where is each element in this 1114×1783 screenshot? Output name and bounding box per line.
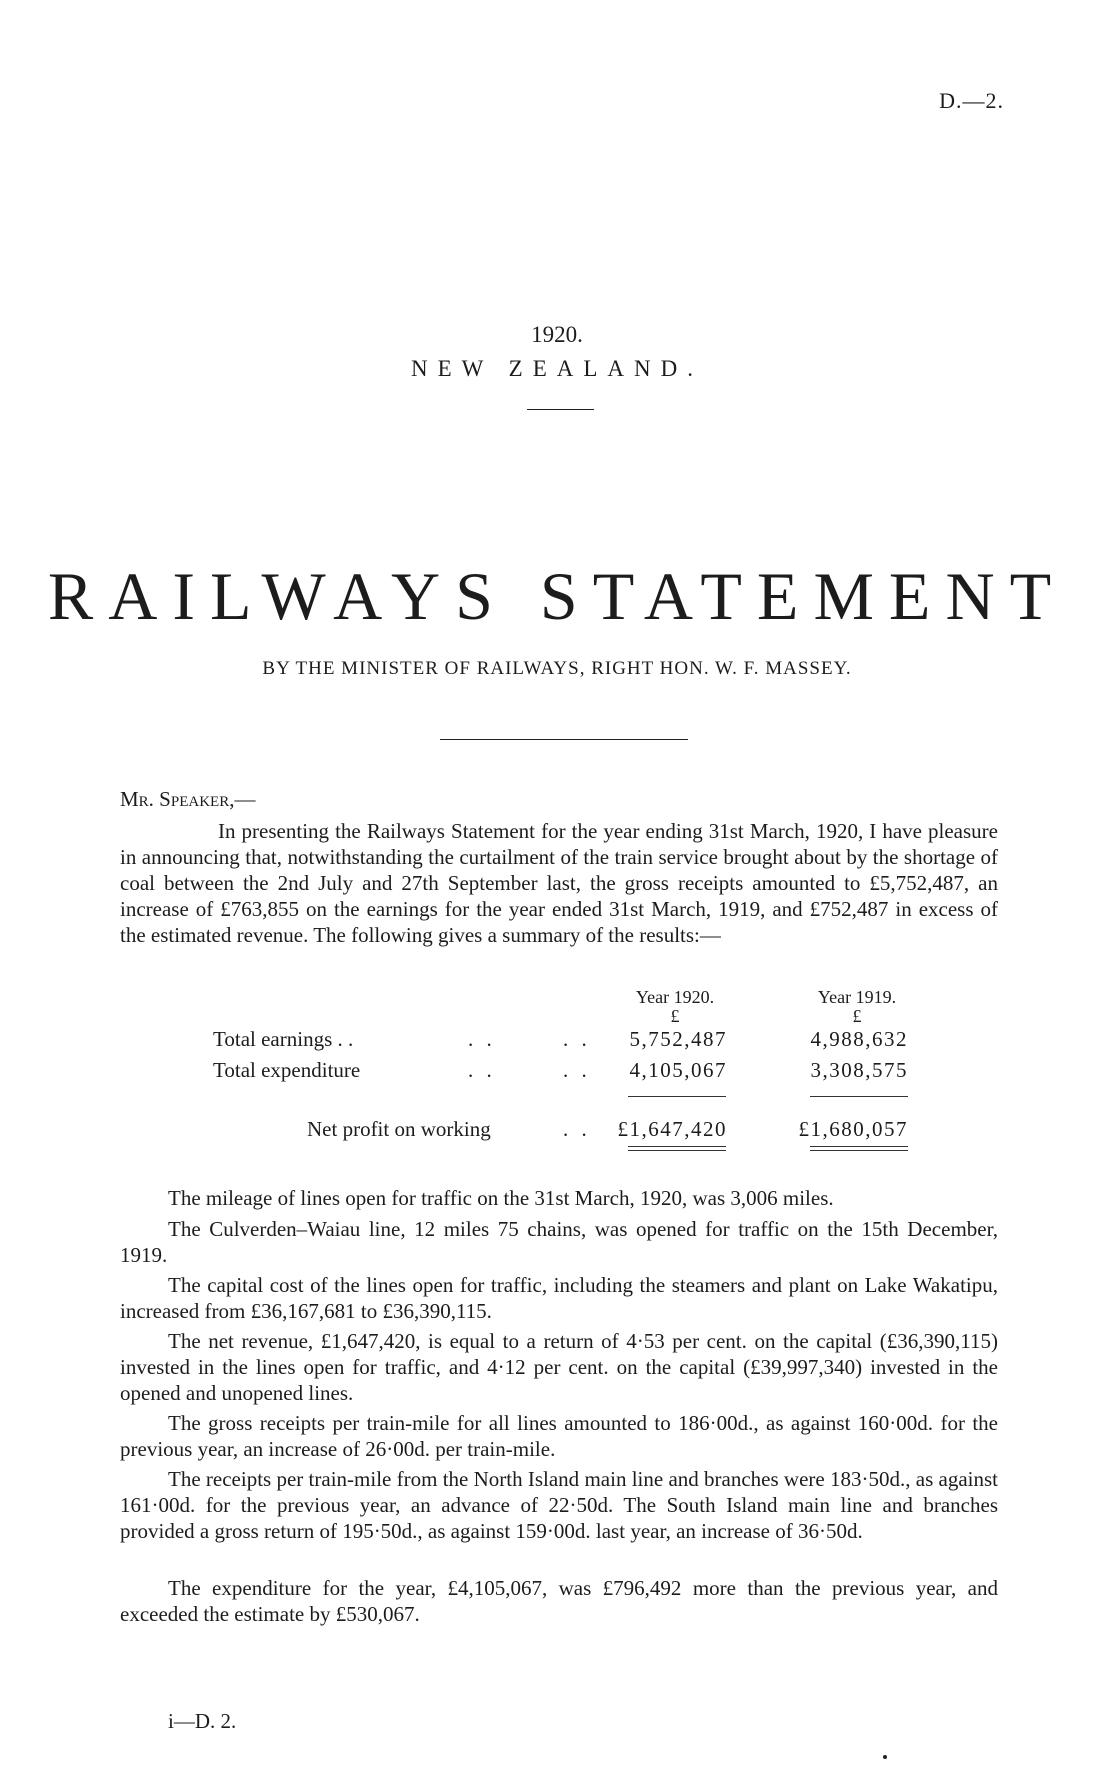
page-reference: D.—2. <box>939 88 1004 113</box>
column-header-1920: Year 1920. <box>635 987 715 1007</box>
document-title: RAILWAYS STATEMENT <box>47 558 1067 634</box>
column-header-1919: Year 1919. <box>817 987 897 1007</box>
leader-dots: . . <box>563 1117 591 1141</box>
intro-paragraph: In presenting the Railways Statement for the year ending 31st March, 1920, I have pleasure in announcing that, notwithstanding the curtailment of the train service brought about by the shortage of coal between the 2nd July and 27th September last, the gross receipts amounted to £5,752,487, an increase of £763,855 on the earnings for the year ended 31st March, 1919, and £752,487 in excess of the estimated revenue. The following gives a summary of the results:— <box>120 819 998 947</box>
row-label: Total earnings . . <box>213 1027 354 1051</box>
byline: BY THE MINISTER OF RAILWAYS, RIGHT HON. W. F. MASSEY. <box>262 658 852 679</box>
footer-signature: i—D. 2. <box>168 1709 237 1733</box>
net-value-1920: £1,647,420 <box>617 1117 727 1141</box>
row-label: Total expenditure <box>213 1058 361 1082</box>
total-double-rule <box>810 1146 908 1151</box>
total-double-rule <box>628 1146 726 1151</box>
page-dot-mark <box>883 1755 887 1759</box>
net-label: Net profit on working <box>307 1117 491 1141</box>
value-1919: 3,308,575 <box>810 1058 908 1082</box>
leader-dots: . . <box>563 1058 591 1082</box>
value-1920: 5,752,487 <box>629 1027 727 1051</box>
column-unit-1919: £ <box>852 1006 862 1026</box>
leader-dots: . . <box>468 1027 496 1051</box>
body-paragraph: The expenditure for the year, £4,105,067, was £796,492 more than the previous year, and exceeded the estimate by £530,067. <box>120 1576 998 1626</box>
subtotal-rule <box>810 1096 908 1097</box>
header-divider <box>527 409 594 410</box>
body-paragraph: The mileage of lines open for traffic on the 31st March, 1920, was 3,006 miles. <box>168 1186 834 1210</box>
title-divider <box>440 739 688 740</box>
body-paragraph: The capital cost of the lines open for traffic, including the steamers and plant on Lake Wakatipu, increased from £36,167,681 to £36,390,115. <box>120 1273 998 1323</box>
leader-dots: . . <box>563 1027 591 1051</box>
net-value-1919: £1,680,057 <box>798 1117 908 1141</box>
subtotal-rule <box>628 1096 726 1097</box>
body-paragraph: The receipts per train-mile from the North Island main line and branches were 183·50d., as against 161·00d. for the previous year, an advance of 22·50d. The South Island main line and branches provided a gross return of 195·50d., as against 159·00d. last year, an increase of 36·50d. <box>120 1467 998 1543</box>
country-heading: NEW ZEALAND. <box>410 356 704 381</box>
value-1919: 4,988,632 <box>810 1027 908 1051</box>
body-paragraph: The gross receipts per train-mile for all lines amounted to 186·00d., as against 160·00d. for the previous year, an increase of 26·00d. per train-mile. <box>120 1411 998 1461</box>
salutation: Mr. Speaker,— <box>120 787 256 811</box>
body-paragraph: The Culverden–Waiau line, 12 miles 75 chains, was opened for traffic on the 15th December, 1919. <box>120 1217 998 1267</box>
body-paragraph: The net revenue, £1,647,420, is equal to a return of 4·53 per cent. on the capital (£36,390,115) invested in the lines open for traffic, and 4·12 per cent. on the capital (£39,997,340) invested in the opened and unopened lines. <box>120 1329 998 1405</box>
document-year: 1920. <box>531 322 583 347</box>
column-unit-1920: £ <box>670 1006 680 1026</box>
value-1920: 4,105,067 <box>629 1058 727 1082</box>
leader-dots: . . <box>468 1058 496 1082</box>
